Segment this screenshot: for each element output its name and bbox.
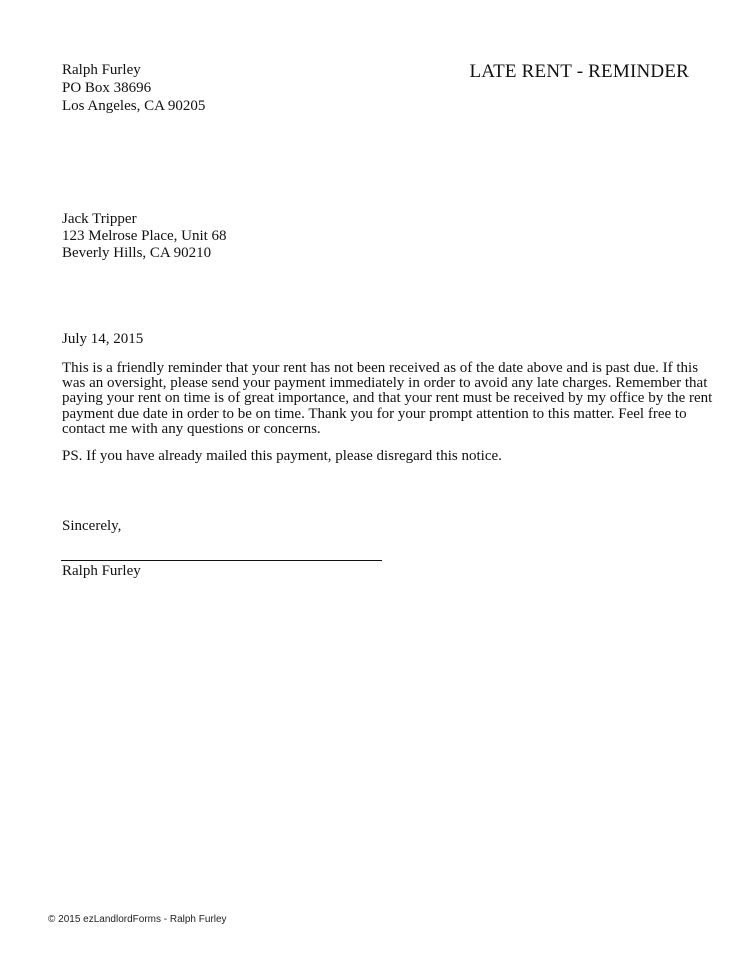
body-line: contact me with any questions or concerns.: [62, 420, 321, 437]
letter-date: July 14, 2015: [62, 331, 144, 347]
letter-body: [62, 360, 713, 437]
body-line: payment due date in order to be on time. Thank you for your prompt attention to this matter. Feel free to: [62, 405, 687, 422]
sender-address-block: [62, 61, 205, 115]
document-title: LATE RENT - REMINDER: [469, 61, 689, 82]
signer-name: Ralph Furley: [62, 563, 141, 579]
sender-name: Ralph Furley: [62, 62, 141, 78]
body-line: This is a friendly reminder that your rent has not been received as of the date above and is past due. If this: [62, 360, 699, 376]
postscript: PS. If you have already mailed this payment, please disregard this notice.: [62, 448, 502, 464]
signature-line: [61, 560, 382, 561]
recipient-name: Jack Tripper: [62, 211, 137, 227]
sender-address-line-2: Los Angeles, CA 90205: [62, 98, 206, 114]
footer-copyright: © 2015 ezLandlordForms - Ralph Furley: [48, 914, 227, 925]
recipient-address-line-2: Beverly Hills, CA 90210: [62, 245, 212, 261]
sender-address-line-1: PO Box 38696: [62, 80, 152, 96]
body-line: paying your rent on time is of great importance, and that your rent must be received by my office by the rent: [62, 390, 713, 407]
body-line: was an oversight, please send your payment immediately in order to avoid any late charges. Remember that: [62, 375, 708, 392]
closing-salutation: Sincerely,: [62, 518, 122, 534]
recipient-address-line-1: 123 Melrose Place, Unit 68: [62, 228, 227, 244]
recipient-address-block: [62, 211, 227, 262]
